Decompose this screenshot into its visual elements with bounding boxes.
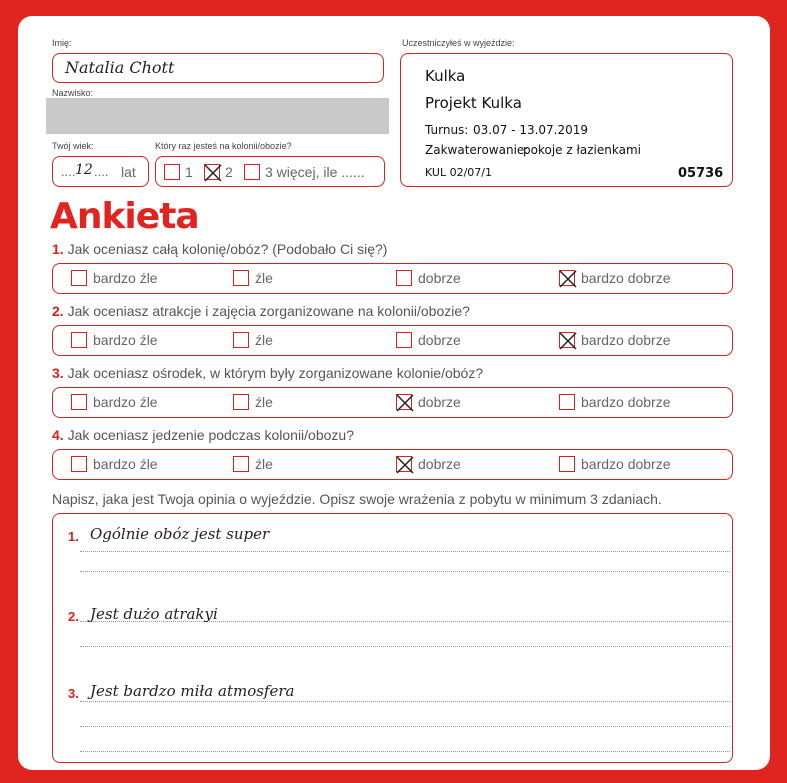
option-label: bardzo źle [93, 394, 158, 410]
checkbox-źle[interactable] [233, 394, 249, 410]
name-label: Imię: [52, 38, 72, 48]
trip-name: Kulka [425, 67, 466, 85]
times-option-2: 2 [225, 164, 233, 180]
answer-row-2 [52, 325, 733, 356]
answer-row-1 [52, 263, 733, 294]
checkbox-dobrze[interactable] [396, 270, 412, 286]
age-unit: lat [121, 164, 136, 180]
checkbox-źle[interactable] [233, 456, 249, 472]
option-label: bardzo dobrze [581, 394, 671, 410]
survey-sheet [18, 16, 770, 770]
accommodation-value: pokoje z łazienkami [523, 143, 641, 157]
answer-text-1: Ogólnie obóz jest super [90, 525, 270, 543]
times-option-3: 3 więcej, ile ...... [265, 164, 365, 180]
question-text: Jak oceniasz całą kolonię/obóz? (Podobało Ci się?) [67, 241, 388, 257]
checkbox-bardzo-dobrze[interactable] [559, 270, 575, 286]
question-1 [52, 241, 387, 257]
turnus-value: 03.07 - 13.07.2019 [473, 123, 589, 137]
check-cross-icon [394, 392, 416, 414]
times-checkbox-3[interactable] [244, 164, 260, 180]
trip-code: KUL 02/07/1 [425, 166, 492, 179]
option-label: źle [255, 394, 273, 410]
option-label: bardzo dobrze [581, 456, 671, 472]
answer-text-3: Jest bardzo miła atmosfera [90, 682, 295, 700]
option-label: źle [255, 332, 273, 348]
checkbox-źle[interactable] [233, 270, 249, 286]
option-label: dobrze [418, 270, 461, 286]
checkbox-bardzo-dobrze[interactable] [559, 456, 575, 472]
question-text: Jak oceniasz ośrodek, w którym były zorganizowane kolonie/obóz? [67, 365, 484, 381]
option-label: dobrze [418, 394, 461, 410]
times-field [155, 156, 385, 187]
turnus-label: Turnus: [425, 123, 469, 137]
times-checkbox-2[interactable] [204, 164, 220, 180]
checkbox-bardzo-dobrze[interactable] [559, 394, 575, 410]
option-label: bardzo źle [93, 332, 158, 348]
answer-number-1: 1. [68, 529, 79, 544]
question-4 [52, 427, 354, 443]
question-text: Jak oceniasz atrakcje i zajęcia zorganizowane na kolonii/obozie? [67, 303, 470, 319]
checkbox-dobrze[interactable] [396, 456, 412, 472]
checkbox-bardzo-źle[interactable] [71, 456, 87, 472]
option-label: bardzo źle [93, 270, 158, 286]
answer-text-2: Jest dużo atrakyi [90, 605, 218, 623]
checkbox-dobrze[interactable] [396, 394, 412, 410]
age-value: 12 [75, 162, 93, 178]
option-label: bardzo dobrze [581, 332, 671, 348]
question-number: 1. [52, 241, 64, 257]
answer-number-2: 2. [68, 609, 79, 624]
question-3 [52, 365, 483, 381]
checkbox-bardzo-źle[interactable] [71, 332, 87, 348]
check-cross-icon [202, 162, 224, 184]
option-label: źle [255, 456, 273, 472]
surname-label: Nazwisko: [52, 88, 94, 98]
opinion-prompt: Napisz, jaka jest Twoja opinia o wyjeździe. Opisz swoje wrażenia z pobytu w minimum 3 zdaniach. [52, 491, 662, 507]
option-label: dobrze [418, 456, 461, 472]
answer-number-3: 3. [68, 686, 79, 701]
question-text: Jak oceniasz jedzenie podczas kolonii/obozu? [67, 427, 354, 443]
checkbox-bardzo-dobrze[interactable] [559, 332, 575, 348]
option-label: źle [255, 270, 273, 286]
page-title: Ankieta [50, 196, 199, 237]
option-label: bardzo dobrze [581, 270, 671, 286]
name-value: Natalia Chott [65, 58, 175, 77]
writing-line [80, 701, 730, 702]
name-field[interactable] [52, 53, 384, 83]
question-number: 4. [52, 427, 64, 443]
trip-label: Uczestniczyłeś w wyjeździe: [402, 38, 515, 48]
trip-box [400, 53, 733, 187]
option-label: dobrze [418, 332, 461, 348]
age-dots-left: .... [61, 164, 76, 179]
check-cross-icon [557, 268, 579, 290]
trip-number: 05736 [678, 166, 724, 181]
question-2 [52, 303, 470, 319]
writing-line [80, 646, 730, 647]
times-checkbox-1[interactable] [164, 164, 180, 180]
option-label: bardzo źle [93, 456, 158, 472]
check-cross-icon [394, 454, 416, 476]
question-number: 2. [52, 303, 64, 319]
age-field[interactable] [52, 156, 149, 187]
surname-redaction [46, 98, 389, 134]
answer-row-4 [52, 449, 733, 480]
accommodation-label: Zakwaterowanie: [425, 143, 529, 157]
checkbox-bardzo-źle[interactable] [71, 270, 87, 286]
checkbox-bardzo-źle[interactable] [71, 394, 87, 410]
checkbox-źle[interactable] [233, 332, 249, 348]
trip-project: Projekt Kulka [425, 94, 522, 112]
age-label: Twój wiek: [52, 141, 94, 151]
age-dots-right: .... [94, 164, 109, 179]
writing-line [80, 726, 730, 727]
question-number: 3. [52, 365, 64, 381]
checkbox-dobrze[interactable] [396, 332, 412, 348]
check-cross-icon [557, 330, 579, 352]
writing-line [80, 571, 730, 572]
writing-line [80, 751, 730, 752]
times-label: Który raz jesteś na kolonii/obozie? [155, 141, 292, 151]
answer-row-3 [52, 387, 733, 418]
writing-line [80, 551, 730, 552]
times-option-1: 1 [185, 164, 193, 180]
